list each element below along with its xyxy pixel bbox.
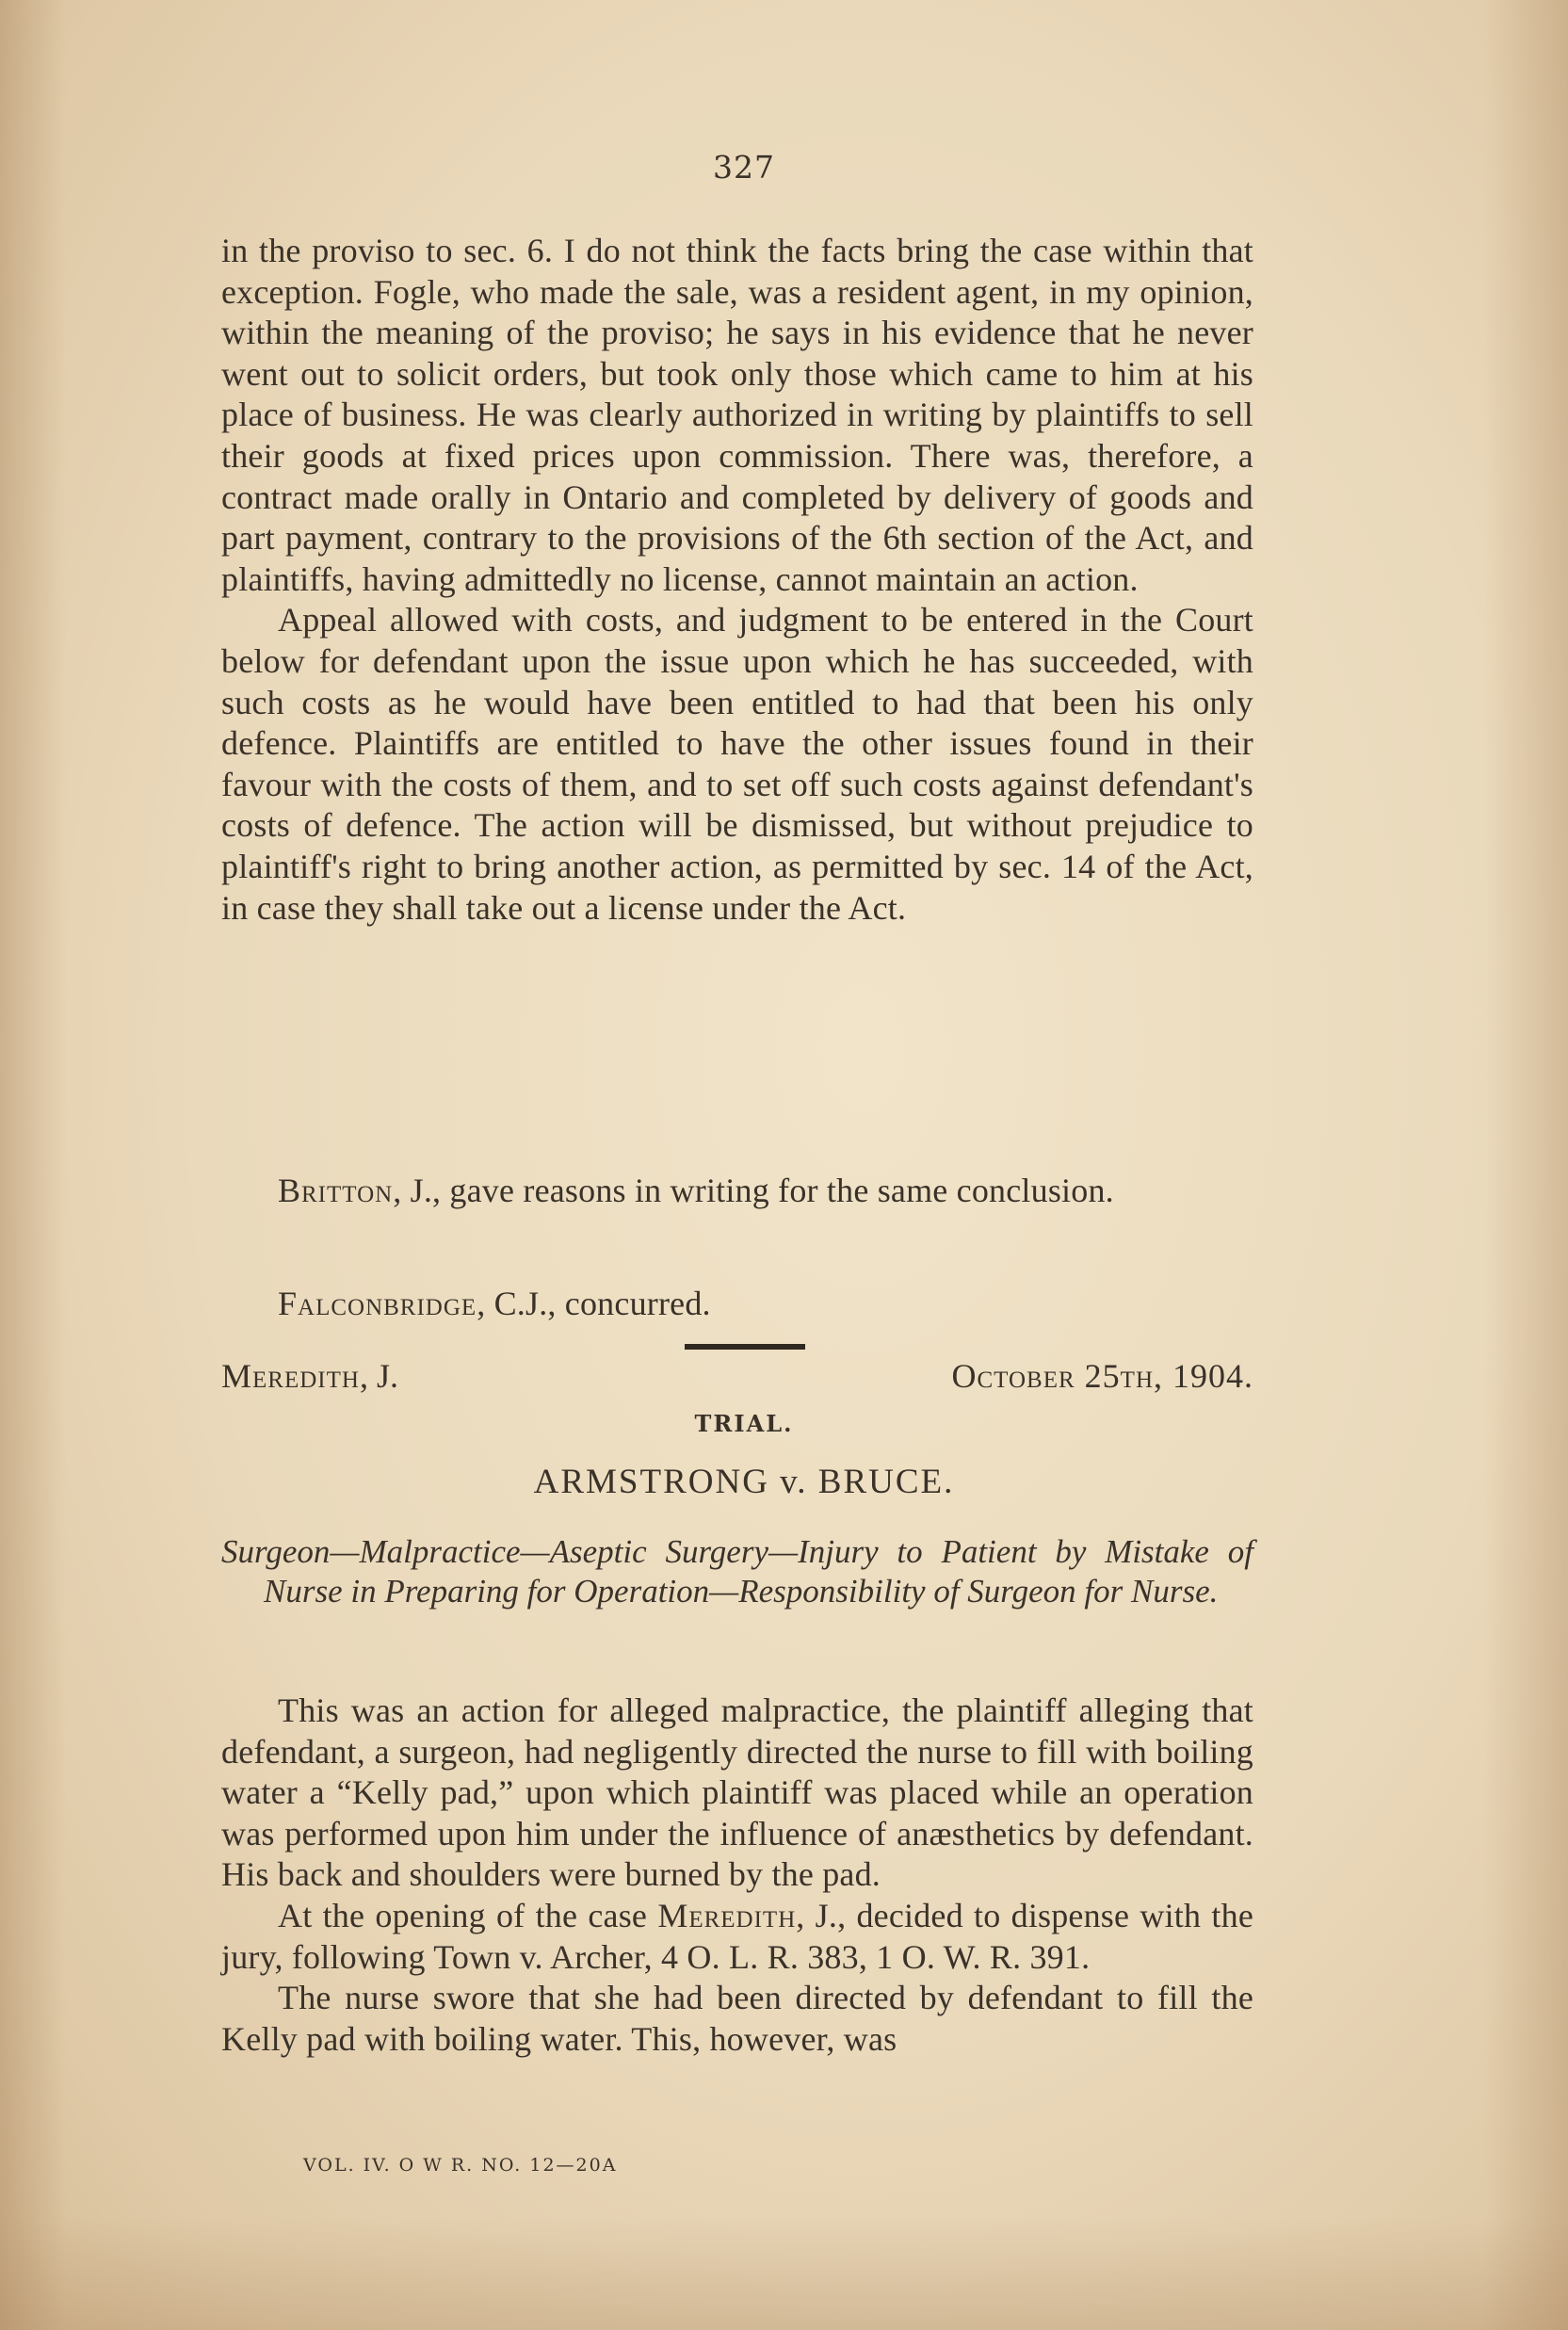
page-edge-shadow-bottom <box>0 2217 1568 2330</box>
judge-name-meredith-inline: Meredith <box>657 1896 797 1934</box>
presiding-judge: Meredith, J. <box>221 1357 398 1395</box>
case-title: ARMSTRONG v. BRUCE. <box>533 1463 955 1501</box>
judge-date-row <box>221 1356 1253 1403</box>
paragraph-jury-dispensed: At the opening of the case Meredith, J., decided to dispense with the jury, following Town v. Archer, 4 O. L. R. 383, 1 O. W. R. 391. <box>221 1896 1253 1976</box>
page-edge-shadow-right <box>1483 0 1568 2330</box>
trial-label: TRIAL. <box>694 1410 794 1437</box>
judge-name-britton: Britton <box>278 1172 394 1209</box>
paragraph-nurse-testimony: The nurse swore that she had been directed by defendant to fill the Kelly pad with boiling water. This, however, was <box>221 1979 1253 2058</box>
opinion-continuation <box>221 231 1253 929</box>
paragraph-appeal-allowed: Appeal allowed with costs, and judgment to be entered in the Court below for defendant upon the issue upon which he has succeeded, with such costs as he would have been entitled to had that been his only defence. Plaintiffs are entitled to have the other issues found in their favour with the costs of them, and to set off such costs against defendant's costs of defence. The action will be dismissed, but without prejudice to plaintiff's right to bring another action, as permitted by sec. 14 of the Act, in case they shall take out a license under the Act. <box>221 601 1253 927</box>
page-edge-shadow-left <box>0 0 66 2330</box>
page-number: 327 <box>713 149 775 186</box>
headnote: Surgeon—Malpractice—Aseptic Surgery—Injury to Patient by Mistake of Nurse in Preparing for Operation—Responsibility of Surgeon for Nurse. <box>221 1533 1253 1610</box>
decision-date: October 25th, 1904. <box>951 1357 1253 1395</box>
judge-name-falconbridge: Falconbridge <box>278 1285 477 1322</box>
case-body <box>221 1691 1253 2060</box>
paragraph-action-description: This was an action for alleged malpractice, the plaintiff alleging that defendant, a surgeon, had negligently directed the nurse to fill with boiling water a “Kelly pad,” upon which plaintiff was placed while an operation was performed upon him under the influence of anæsthetics by defendant. His back and shoulders were burned by the pad. <box>221 1691 1253 1894</box>
footer-volume-signature: VOL. IV. O W R. NO. 12—20A <box>303 2155 618 2176</box>
britton-line <box>221 1171 1253 1212</box>
britton-statement: , J., gave reasons in writing for the same conclusion. <box>393 1172 1114 1209</box>
paragraph-proviso: in the proviso to sec. 6. I do not think the facts bring the case within that exception. Fogle, who made the sale, was a resident agent, in my opinion, within the meaning of the proviso; he says in his evidence that he never went out to solicit orders, but took only those which came to him at his place of business. He was clearly authorized in writing by plaintiffs to sell their goods at fixed prices upon commission. There was, therefore, a contract made orally in Ontario and completed by delivery of goods and part payment, contrary to the provisions of the 6th section of the Act, and plaintiffs, having admittedly no license, cannot maintain an action. <box>221 232 1253 598</box>
falconbridge-line <box>221 1284 1253 1325</box>
section-divider-rule <box>685 1344 805 1350</box>
falconbridge-statement: , C.J., concurred. <box>477 1285 711 1322</box>
